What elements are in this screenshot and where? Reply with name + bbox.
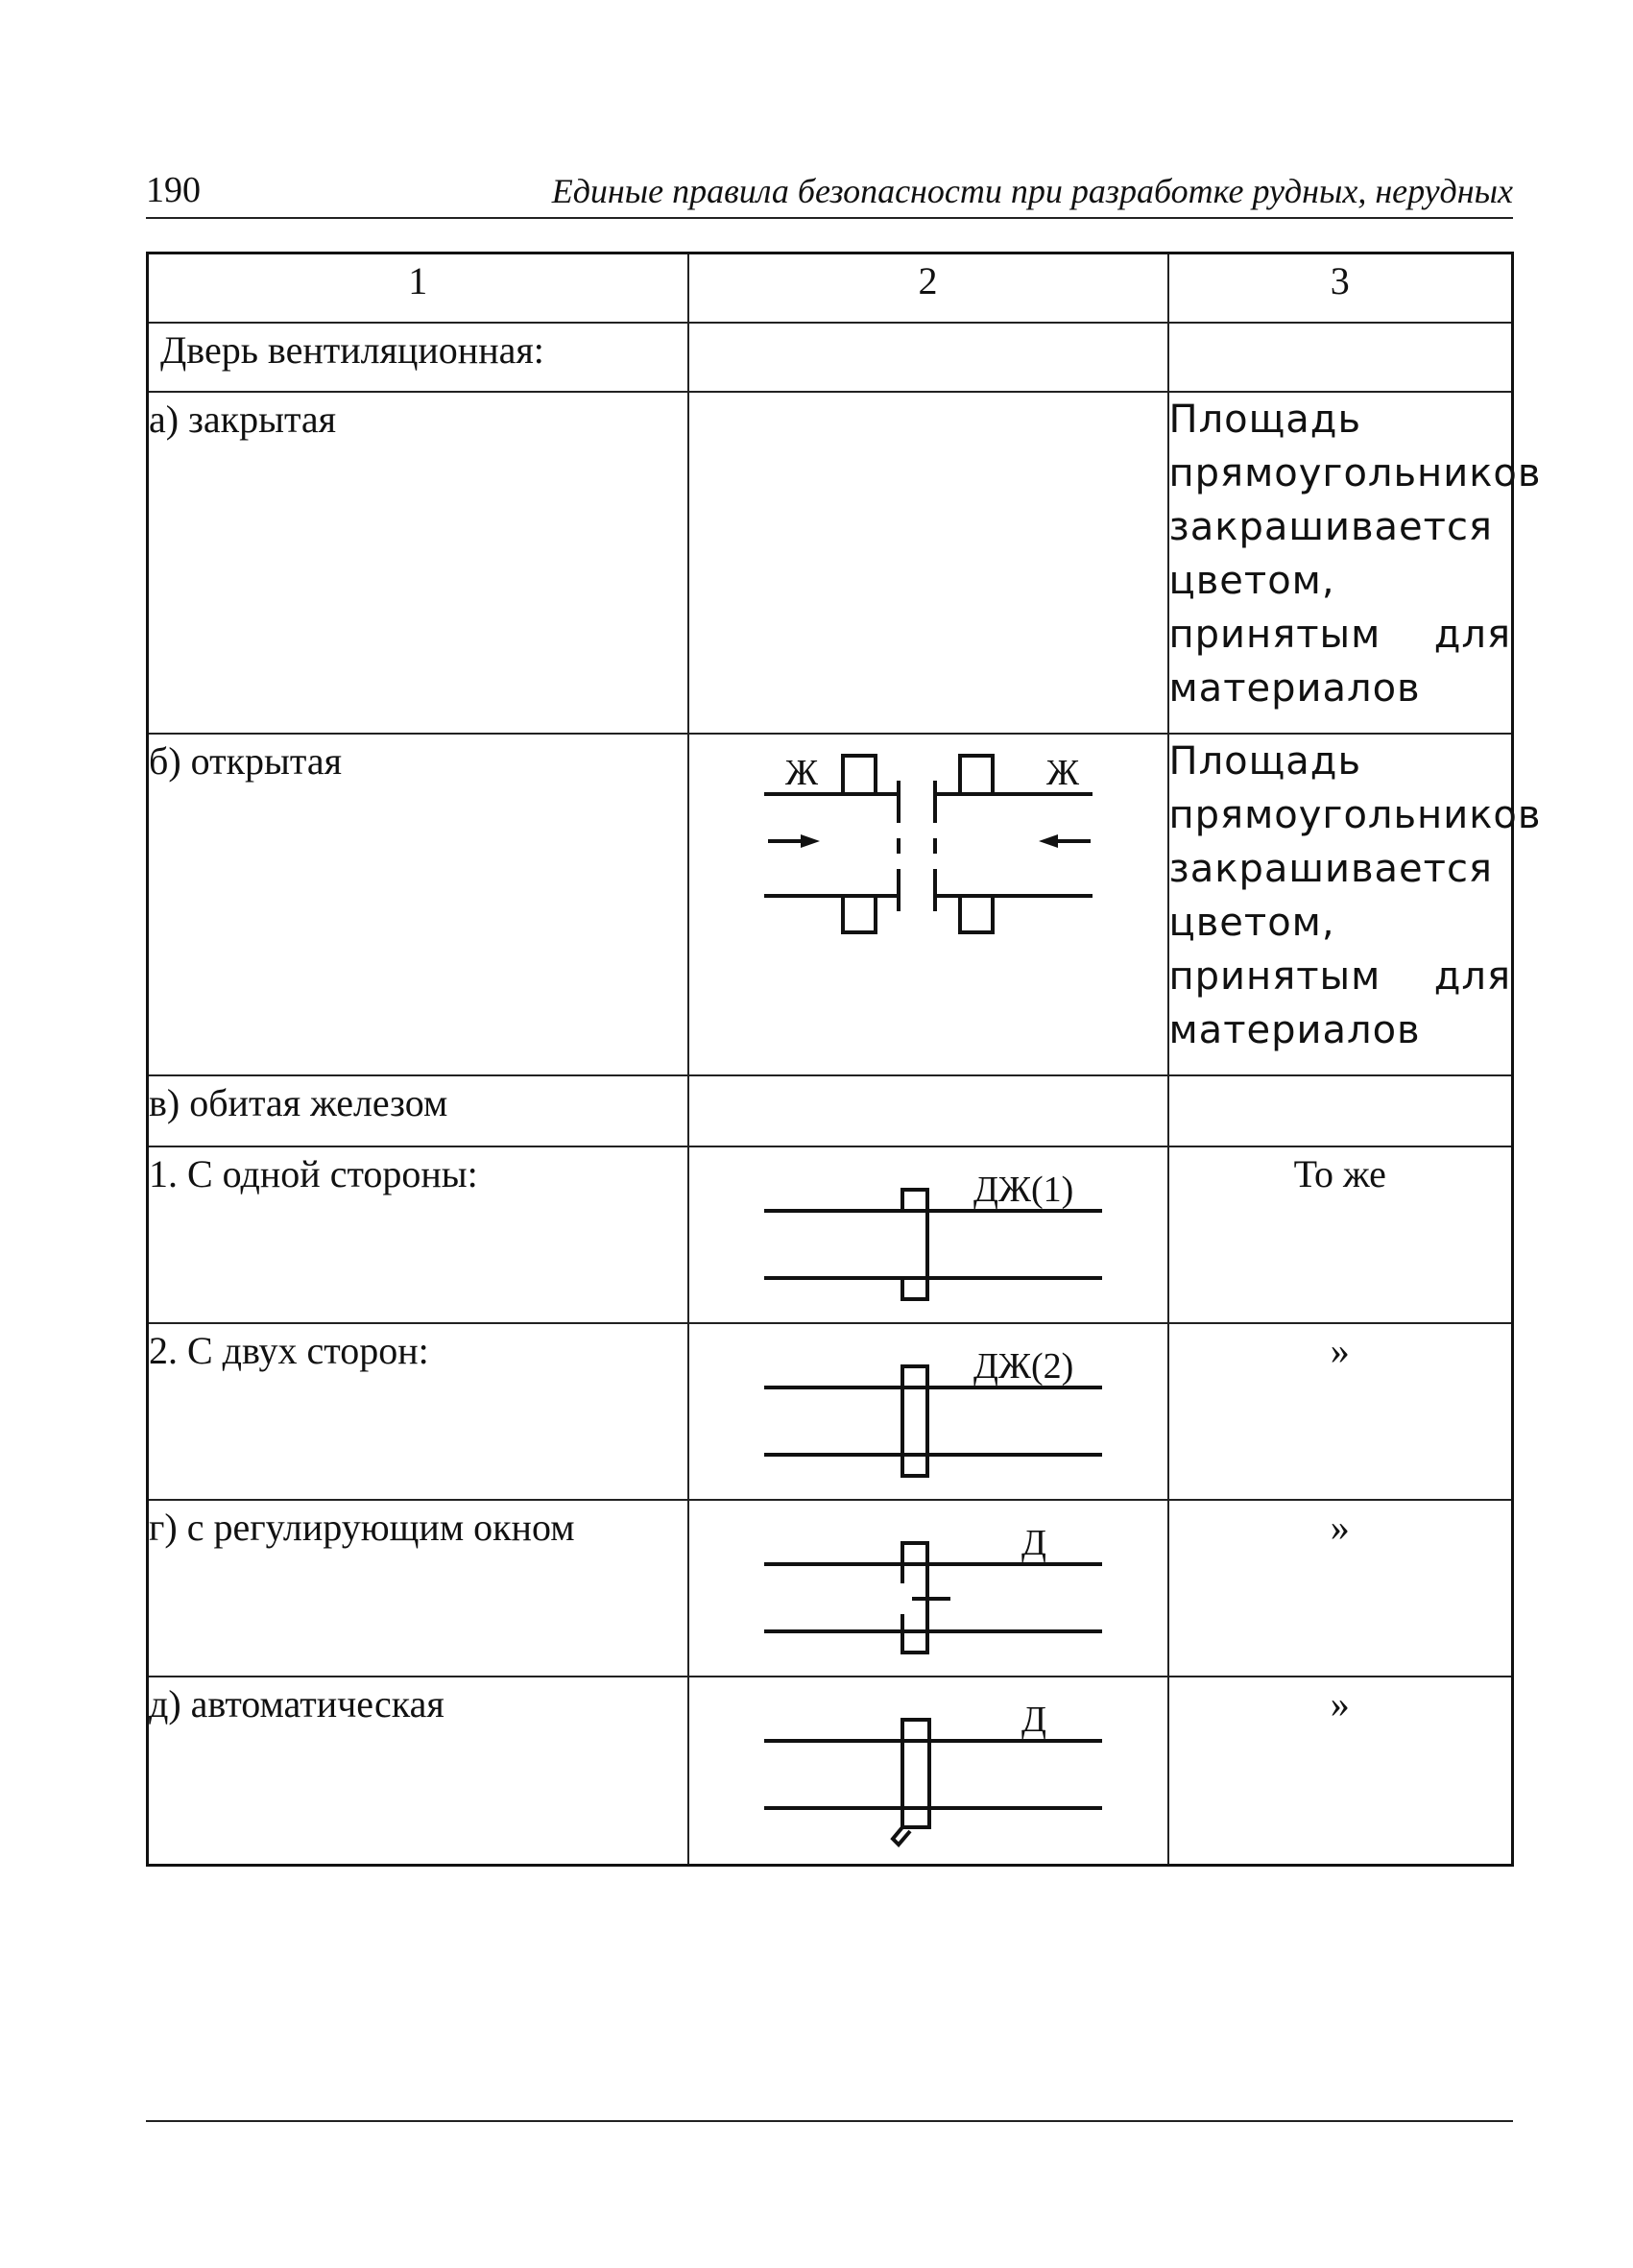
iron-door-two-sides-symbol	[689, 1324, 1169, 1487]
empty-cell	[1168, 323, 1513, 392]
row-label-iron: в) обитая железом	[148, 1075, 688, 1146]
arrow-left-icon	[1039, 834, 1058, 848]
symbol-label-right: Ж	[1045, 753, 1079, 793]
symbol-label: Д	[1021, 1700, 1046, 1740]
column-header-1: 1	[148, 253, 688, 324]
symbol-label-left: Ж	[784, 753, 818, 793]
row-note-automatic: »	[1168, 1677, 1513, 1865]
open-door-symbol	[689, 735, 1169, 955]
symbol-label: ДЖ(2)	[973, 1346, 1073, 1387]
symbol-cell-regulating	[688, 1500, 1168, 1677]
symbol-cell-two-sides	[688, 1323, 1168, 1500]
page-number: 190	[146, 170, 201, 210]
row-label-one-side: 1. С одной стороны:	[148, 1146, 688, 1323]
column-header-2: 2	[688, 253, 1168, 324]
symbol-label: ДЖ(1)	[973, 1170, 1073, 1210]
footer-rule	[146, 2120, 1513, 2122]
symbols-table	[146, 252, 1542, 1867]
empty-cell	[688, 392, 1168, 734]
row-label-open: б) открытая	[148, 734, 688, 1075]
row-note-regulating: »	[1168, 1500, 1513, 1677]
symbol-label: Д	[1021, 1523, 1046, 1563]
row-note-closed: Площадь прямоугольников закрашивается цветом, принятым для материалов	[1168, 392, 1513, 734]
symbol-cell-open	[688, 734, 1168, 1075]
running-title: Единые правила безопасности при разработке рудных, нерудных	[551, 172, 1513, 210]
table-row	[148, 323, 1513, 392]
table-row	[148, 1677, 1513, 1865]
iron-door-one-side-symbol	[689, 1147, 1169, 1311]
empty-cell	[1168, 1075, 1513, 1146]
table-row	[148, 1075, 1513, 1146]
row-label-automatic: д) автоматическая	[148, 1677, 688, 1865]
row-label-regulating: г) с регулирующим окном	[148, 1500, 688, 1677]
row-note-two-sides: »	[1168, 1323, 1513, 1500]
symbol-cell-one-side	[688, 1146, 1168, 1323]
symbol-cell-automatic	[688, 1677, 1168, 1865]
table-header-row	[148, 253, 1513, 324]
arrow-right-icon	[801, 834, 820, 848]
table-row	[148, 1146, 1513, 1323]
table-row	[148, 734, 1513, 1075]
empty-cell	[688, 1075, 1168, 1146]
table-row	[148, 392, 1513, 734]
page-header	[146, 169, 1513, 219]
automatic-door-symbol	[689, 1677, 1169, 1850]
regulating-window-door-symbol	[689, 1501, 1169, 1664]
table-row	[148, 1500, 1513, 1677]
row-label-two-sides: 2. С двух сторон:	[148, 1323, 688, 1500]
row-note-open: Площадь прямоугольников закрашивается цветом, принятым для материалов	[1168, 734, 1513, 1075]
table-row	[148, 1323, 1513, 1500]
row-label-closed: а) закрытая	[148, 392, 688, 734]
group-label: Дверь вентиляционная:	[148, 323, 688, 392]
row-note-one-side: То же	[1168, 1146, 1513, 1323]
column-header-3: 3	[1168, 253, 1513, 324]
empty-cell	[688, 323, 1168, 392]
